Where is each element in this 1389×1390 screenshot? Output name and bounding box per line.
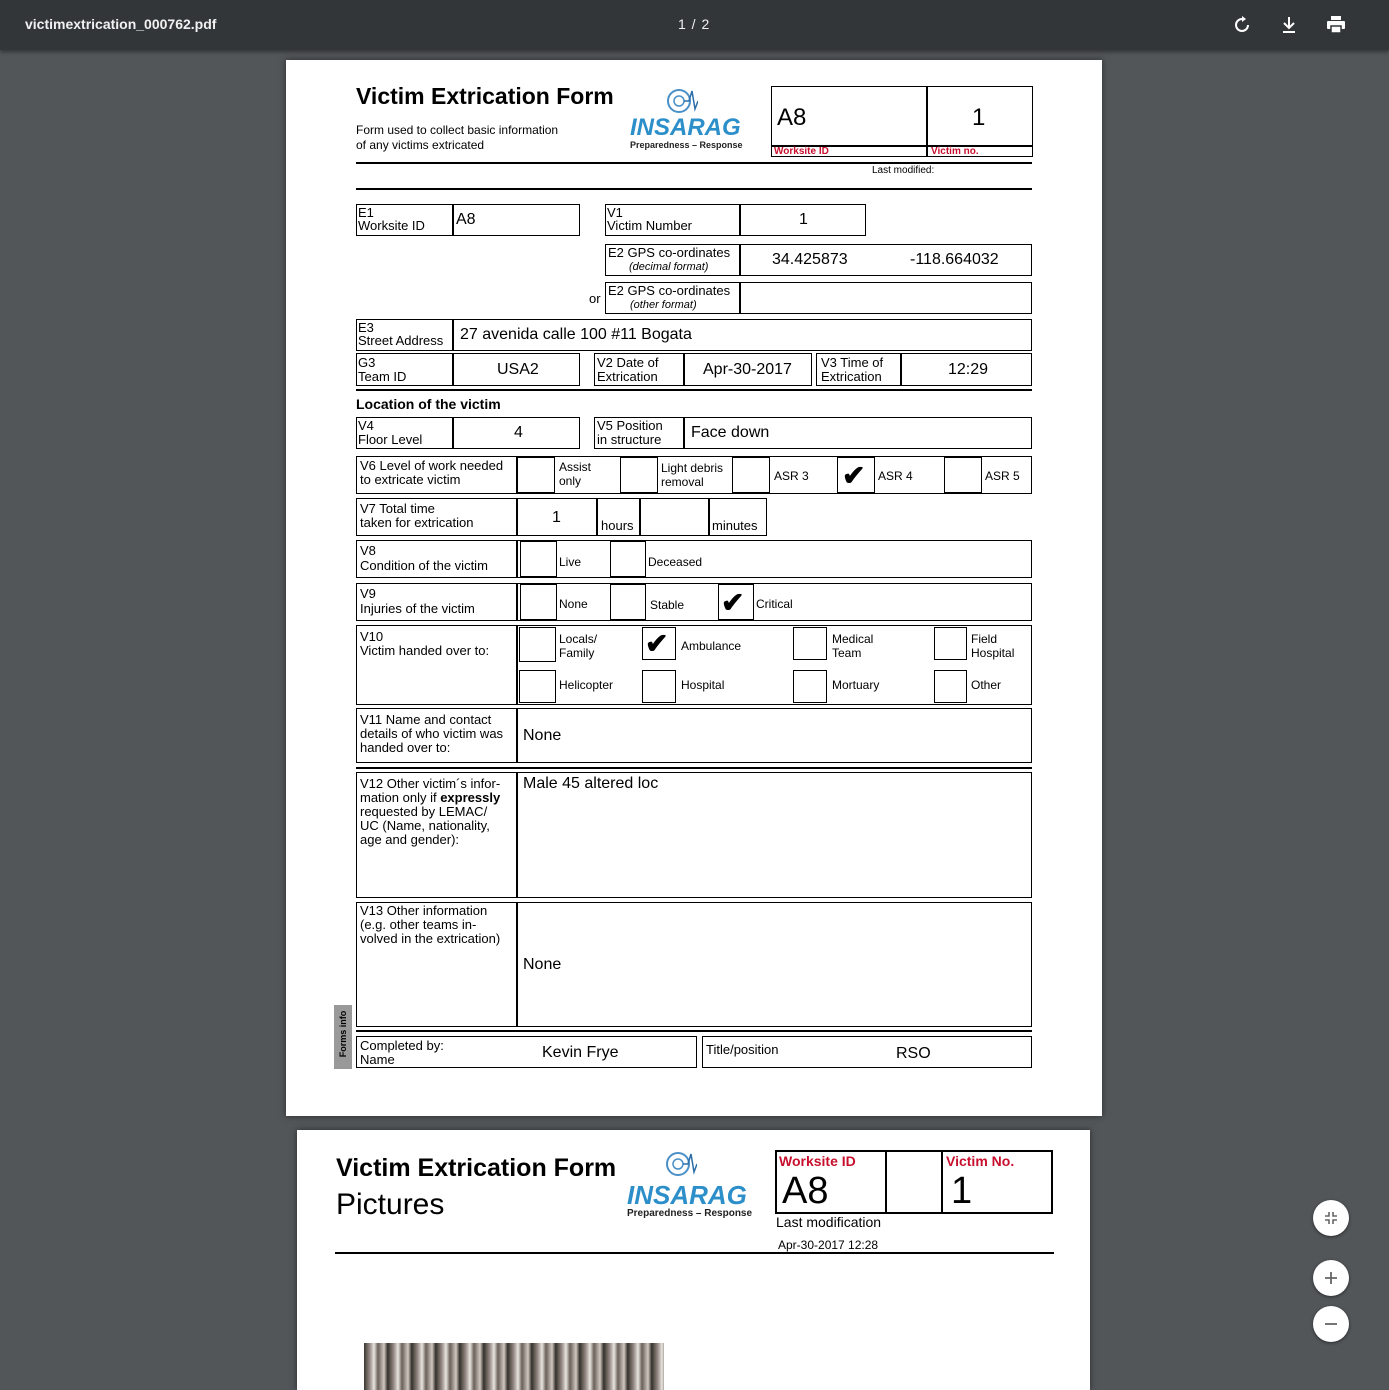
e1-code: E1	[358, 205, 374, 220]
v13-label-3: volved in the extrication)	[360, 931, 501, 946]
un-emblem-icon	[663, 1150, 697, 1180]
v7-hours-value: 1	[552, 509, 561, 526]
or-label: or	[589, 291, 601, 306]
page2-last-mod-value: Apr-30-2017 12:28	[778, 1238, 879, 1252]
title-position-label: Title/position	[706, 1042, 779, 1057]
e2-other-label: E2 GPS co-ordinates	[608, 283, 731, 298]
page2-title: Victim Extrication Form	[336, 1154, 617, 1182]
page2-worksite-value: A8	[782, 1170, 829, 1212]
last-modified-label: Last modified:	[872, 165, 935, 176]
v6-assist-checkbox[interactable]	[517, 457, 555, 493]
v10-medical-label-1: Medical	[832, 632, 874, 646]
v6-label-1: V6 Level of work needed	[360, 458, 504, 473]
e1-label: Worksite ID	[358, 218, 425, 233]
e1-value: A8	[456, 211, 476, 228]
v6-asr4-label: ASR 4	[878, 469, 913, 483]
print-button[interactable]	[1324, 13, 1348, 37]
v3-label-1: V3 Time of	[821, 355, 884, 370]
v12-label-3: requested by LEMAC/	[360, 804, 488, 819]
v6-assist-label-2: only	[559, 474, 582, 488]
v10-helicopter-checkbox[interactable]	[519, 670, 556, 703]
header-victim-label: Victim no.	[931, 146, 979, 157]
zoom-in-button[interactable]	[1313, 1260, 1349, 1296]
g3-value: USA2	[497, 361, 539, 378]
v9-none-checkbox[interactable]	[520, 584, 557, 620]
v11-value: None	[523, 727, 562, 744]
v8-deceased-label: Deceased	[648, 555, 703, 569]
download-icon	[1280, 16, 1298, 34]
v10-mortuary-checkbox[interactable]	[793, 670, 827, 703]
v9-critical-label: Critical	[756, 597, 793, 611]
g3-code: G3	[358, 355, 376, 370]
page2-victim-label: Victim No.	[946, 1153, 1015, 1169]
v9-stable-checkbox[interactable]	[610, 584, 646, 620]
v6-asr5-label: ASR 5	[985, 469, 1020, 483]
v12-label-4: UC (Name, nationality,	[360, 818, 490, 833]
v6-light-debris-label-1: Light debris	[661, 461, 724, 475]
e2-longitude: -118.664032	[910, 251, 999, 268]
page2-worksite-label: Worksite ID	[779, 1153, 856, 1169]
v8-live-checkbox[interactable]	[520, 541, 557, 577]
v7-minutes-label: minutes	[712, 518, 758, 533]
v10-medical-team-checkbox[interactable]	[793, 627, 827, 660]
completed-name-label: Name	[360, 1052, 395, 1067]
pdf-toolbar	[0, 0, 1389, 50]
forms-info-label: Forms info	[338, 1010, 348, 1058]
victim-photo	[364, 1343, 664, 1390]
v6-label-2: to extricate victim	[360, 472, 461, 487]
pdf-page-2	[297, 1130, 1090, 1390]
v13-value: None	[523, 956, 562, 973]
pdf-page-1	[286, 60, 1102, 1116]
document-title: victimextrication_000762.pdf	[25, 16, 217, 32]
e3-field	[356, 319, 1032, 351]
page2-subtitle: Pictures	[336, 1188, 445, 1221]
completed-by-label: Completed by:	[360, 1038, 444, 1053]
forms-info-tab	[334, 1005, 352, 1069]
v10-medical-label-2: Team	[832, 646, 862, 660]
form-subtitle-2: of any victims extricated	[356, 138, 485, 152]
location-heading: Location of the victim	[356, 396, 501, 412]
e2-decimal-format: (decimal format)	[629, 261, 709, 273]
header-victim-no: 1	[972, 104, 986, 131]
e2-label: E2 GPS co-ordinates	[608, 245, 731, 260]
v4-code: V4	[358, 418, 374, 433]
v2-value: Apr-30-2017	[703, 361, 792, 378]
v5-value: Face down	[691, 424, 770, 441]
page2-insarag-tagline: Preparedness – Response	[627, 1208, 753, 1219]
v8-live-label: Live	[559, 555, 582, 569]
v5-label-2: in structure	[597, 432, 662, 447]
v6-asr4-checkmark-icon: ✔	[842, 460, 866, 491]
v13-label-1: V13 Other information	[360, 903, 488, 918]
v10-ambulance-label: Ambulance	[681, 639, 742, 653]
v6-light-debris-checkbox[interactable]	[620, 457, 658, 493]
v10-field	[356, 625, 1032, 705]
v6-assist-label-1: Assist	[559, 460, 592, 474]
v12-label-2: mation only if expressly	[360, 790, 501, 805]
v3-label-2: Extrication	[821, 369, 882, 384]
page2-victim-value: 1	[951, 1170, 973, 1212]
v13-label-2: (e.g. other teams in-	[360, 917, 477, 932]
v7-label-1: V7 Total time	[360, 501, 435, 516]
v10-field-hospital-checkbox[interactable]	[934, 627, 967, 660]
v6-asr3-label: ASR 3	[774, 469, 809, 483]
v6-asr5-checkbox[interactable]	[944, 457, 982, 493]
rotate-button[interactable]	[1230, 13, 1254, 37]
v10-hospital-label: Hospital	[681, 678, 725, 692]
v9-label: Injuries of the victim	[360, 601, 475, 616]
v8-code: V8	[360, 543, 376, 558]
g3-label: Team ID	[358, 369, 407, 384]
v10-code: V10	[360, 629, 384, 644]
v7-label-2: taken for extrication	[360, 515, 474, 530]
print-icon	[1326, 16, 1346, 34]
completed-by-value: Kevin Frye	[542, 1044, 619, 1061]
v2-label-2: Extrication	[597, 369, 658, 384]
v1-label: Victim Number	[607, 218, 693, 233]
header-worksite-id: A8	[777, 104, 807, 131]
v4-value: 4	[514, 424, 523, 441]
v4-label: Floor Level	[358, 432, 423, 447]
page2-insarag-logo: INSARAG	[627, 1180, 747, 1210]
title-position-value: RSO	[896, 1045, 931, 1062]
v9-none-label: None	[559, 597, 588, 611]
form-title: Victim Extrication Form	[356, 83, 614, 109]
v11-label-3: handed over to:	[360, 740, 451, 755]
fit-page-button[interactable]	[1313, 1200, 1349, 1236]
v11-label-2: details of who victim was	[360, 726, 504, 741]
v10-hospital-checkbox[interactable]	[642, 670, 676, 703]
v1-code: V1	[607, 205, 623, 220]
v9-critical-checkmark-icon: ✔	[721, 587, 745, 618]
v10-locals-label-1: Locals/	[559, 632, 598, 646]
page-indicator: 1 / 2	[678, 16, 711, 32]
e3-code: E3	[358, 320, 374, 335]
e2-other-format: (other format)	[630, 299, 697, 311]
v6-asr3-checkbox[interactable]	[732, 457, 770, 493]
v10-ambulance-checkmark-icon: ✔	[645, 628, 669, 659]
v2-label-1: V2 Date of	[597, 355, 659, 370]
v9-code: V9	[360, 586, 376, 601]
v10-locals-label-2: Family	[559, 646, 595, 660]
rotate-icon	[1233, 16, 1251, 34]
v10-field-hospital-label-2: Hospital	[971, 646, 1015, 660]
v10-locals-checkbox[interactable]	[519, 627, 556, 662]
insarag-logo: INSARAG	[630, 114, 741, 141]
zoom-in-icon	[1324, 1271, 1338, 1285]
e3-label: Street Address	[358, 333, 444, 348]
zoom-out-icon	[1324, 1317, 1338, 1331]
zoom-out-button[interactable]	[1313, 1306, 1349, 1342]
v6-light-debris-label-2: removal	[661, 475, 704, 489]
v10-other-label: Other	[971, 678, 1002, 692]
v9-stable-label: Stable	[650, 598, 685, 612]
un-emblem-icon	[664, 87, 698, 117]
page2-last-mod-label: Last modification	[776, 1214, 882, 1230]
v10-other-checkbox[interactable]	[934, 670, 967, 703]
v10-field-hospital-label-1: Field	[971, 632, 998, 646]
v10-label: Victim handed over to:	[360, 643, 490, 658]
form-subtitle-1: Form used to collect basic information	[356, 123, 559, 137]
e3-value: 27 avenida calle 100 #11 Bogata	[460, 326, 692, 343]
v11-label-1: V11 Name and contact	[360, 712, 492, 727]
v12-label-5: age and gender):	[360, 832, 460, 847]
v1-value: 1	[799, 211, 808, 228]
v12-label-1: V12 Other victim´s infor-	[360, 776, 501, 791]
v8-label: Condition of the victim	[360, 558, 488, 573]
e2-latitude: 34.425873	[772, 251, 848, 268]
v5-label-1: V5 Position	[597, 418, 663, 433]
v3-value: 12:29	[948, 361, 989, 378]
fit-page-icon	[1324, 1211, 1338, 1225]
header-worksite-label: Worksite ID	[774, 146, 829, 157]
v8-deceased-checkbox[interactable]	[610, 541, 646, 577]
v10-mortuary-label: Mortuary	[832, 678, 880, 692]
v7-hours-label: hours	[601, 518, 634, 533]
download-button[interactable]	[1277, 13, 1301, 37]
v10-helicopter-label: Helicopter	[559, 678, 614, 692]
insarag-tagline: Preparedness – Response	[630, 140, 743, 150]
v12-value: Male 45 altered loc	[523, 775, 659, 792]
